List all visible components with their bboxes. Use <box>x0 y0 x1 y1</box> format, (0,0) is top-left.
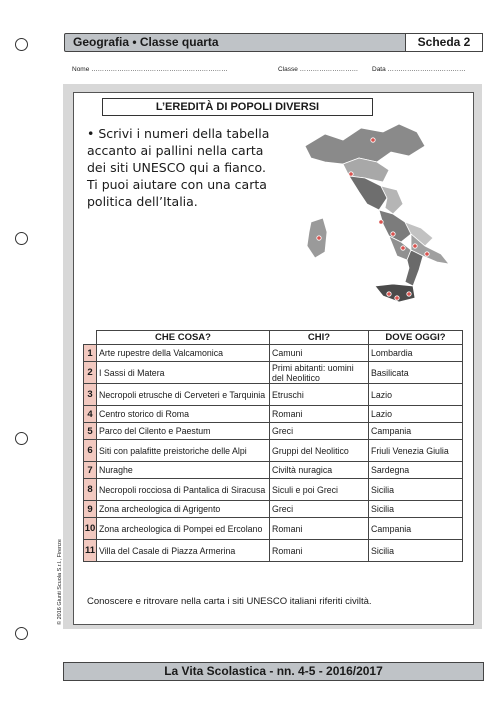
cell-who: Etruschi <box>270 384 369 406</box>
row-number: 10 <box>84 518 97 540</box>
row-number: 6 <box>84 440 97 462</box>
cell-who: Greci <box>270 501 369 518</box>
map-region <box>379 210 411 242</box>
table-row <box>84 406 463 423</box>
cell-where: Lombardia <box>369 345 463 362</box>
binder-hole <box>15 627 28 640</box>
cell-where: Sicilia <box>369 540 463 562</box>
column-header: CHE COSA? <box>97 331 270 345</box>
cell-what: Centro storico di Roma <box>97 406 270 423</box>
row-number: 2 <box>84 362 97 384</box>
cell-where: Lazio <box>369 384 463 406</box>
cell-where: Lazio <box>369 406 463 423</box>
row-number: 3 <box>84 384 97 406</box>
sheet-label: Scheda 2 <box>405 33 483 52</box>
date-field[interactable]: Data ……………………………… <box>372 66 466 73</box>
cell-where: Basilicata <box>369 362 463 384</box>
cell-what: Villa del Casale di Piazza Armerina <box>97 540 270 562</box>
footer-bar: La Vita Scolastica - nn. 4-5 - 2016/2017 <box>63 662 484 681</box>
cell-what: Siti con palafitte preistoriche delle Alpi <box>97 440 270 462</box>
cell-where: Sicilia <box>369 479 463 501</box>
table-row <box>84 384 463 406</box>
italy-map <box>285 118 465 318</box>
row-number: 1 <box>84 345 97 362</box>
worksheet-title: L’EREDITÀ DI POPOLI DIVERSI <box>102 98 373 116</box>
cell-what: Necropoli etrusche di Cerveteri e Tarquinia <box>97 384 270 406</box>
table-row <box>84 540 463 562</box>
row-number: 4 <box>84 406 97 423</box>
objective-note: Conoscere e ritrovare nella carta i siti UNESCO italiani riferiti civiltà. <box>87 596 372 607</box>
class-field[interactable]: Classe ……………………… <box>278 66 359 73</box>
cell-what: Nuraghe <box>97 462 270 479</box>
cell-what: Zona archeologica di Agrigento <box>97 501 270 518</box>
table-row <box>84 362 463 384</box>
table-row <box>84 440 463 462</box>
cell-who: Primi abitanti: uomini del Neolitico <box>270 362 369 384</box>
cell-who: Siculi e poi Greci <box>270 479 369 501</box>
subject-label: Geografia • Classe quarta <box>73 35 219 49</box>
table-row <box>84 518 463 540</box>
cell-who: Romani <box>270 518 369 540</box>
cell-where: Friuli Venezia Giulia <box>369 440 463 462</box>
cell-what: Necropoli rocciosa di Pantalica di Siracusa <box>97 479 270 501</box>
cell-what: Zona archeologica di Pompei ed Ercolano <box>97 518 270 540</box>
cell-where: Campania <box>369 518 463 540</box>
table-corner <box>84 331 97 345</box>
table-row <box>84 423 463 440</box>
table-row <box>84 462 463 479</box>
cell-who: Civiltà nuragica <box>270 462 369 479</box>
binder-hole <box>15 232 28 245</box>
row-number: 7 <box>84 462 97 479</box>
header-bar <box>64 33 483 52</box>
cell-who: Romani <box>270 406 369 423</box>
cell-what: Parco del Cilento e Paestum <box>97 423 270 440</box>
binder-hole <box>15 432 28 445</box>
cell-who: Romani <box>270 540 369 562</box>
cell-who: Gruppi del Neolitico <box>270 440 369 462</box>
binder-hole <box>15 38 28 51</box>
cell-what: Arte rupestre della Valcamonica <box>97 345 270 362</box>
copyright-text: © 2016 Giunti Scuola S.r.l., Firenze <box>57 539 63 625</box>
cell-what: I Sassi di Matera <box>97 362 270 384</box>
map-region <box>305 124 425 164</box>
name-field[interactable]: Nome ……………………………………………………… <box>72 66 228 73</box>
column-header: DOVE OGGI? <box>369 331 463 345</box>
table-row <box>84 501 463 518</box>
cell-who: Greci <box>270 423 369 440</box>
unesco-table <box>83 330 463 562</box>
row-number: 8 <box>84 479 97 501</box>
table-row <box>84 345 463 362</box>
cell-who: Camuni <box>270 345 369 362</box>
row-number: 11 <box>84 540 97 562</box>
cell-where: Sicilia <box>369 501 463 518</box>
row-number: 5 <box>84 423 97 440</box>
instruction-text: • Scrivi i numeri della tabella accanto ai pallini nella carta dei siti UNESCO qui a fianco. Ti puoi aiutare con una carta politica dell’Italia. <box>87 126 270 209</box>
cell-where: Campania <box>369 423 463 440</box>
cell-where: Sardegna <box>369 462 463 479</box>
column-header: CHI? <box>270 331 369 345</box>
row-number: 9 <box>84 501 97 518</box>
table-row <box>84 479 463 501</box>
